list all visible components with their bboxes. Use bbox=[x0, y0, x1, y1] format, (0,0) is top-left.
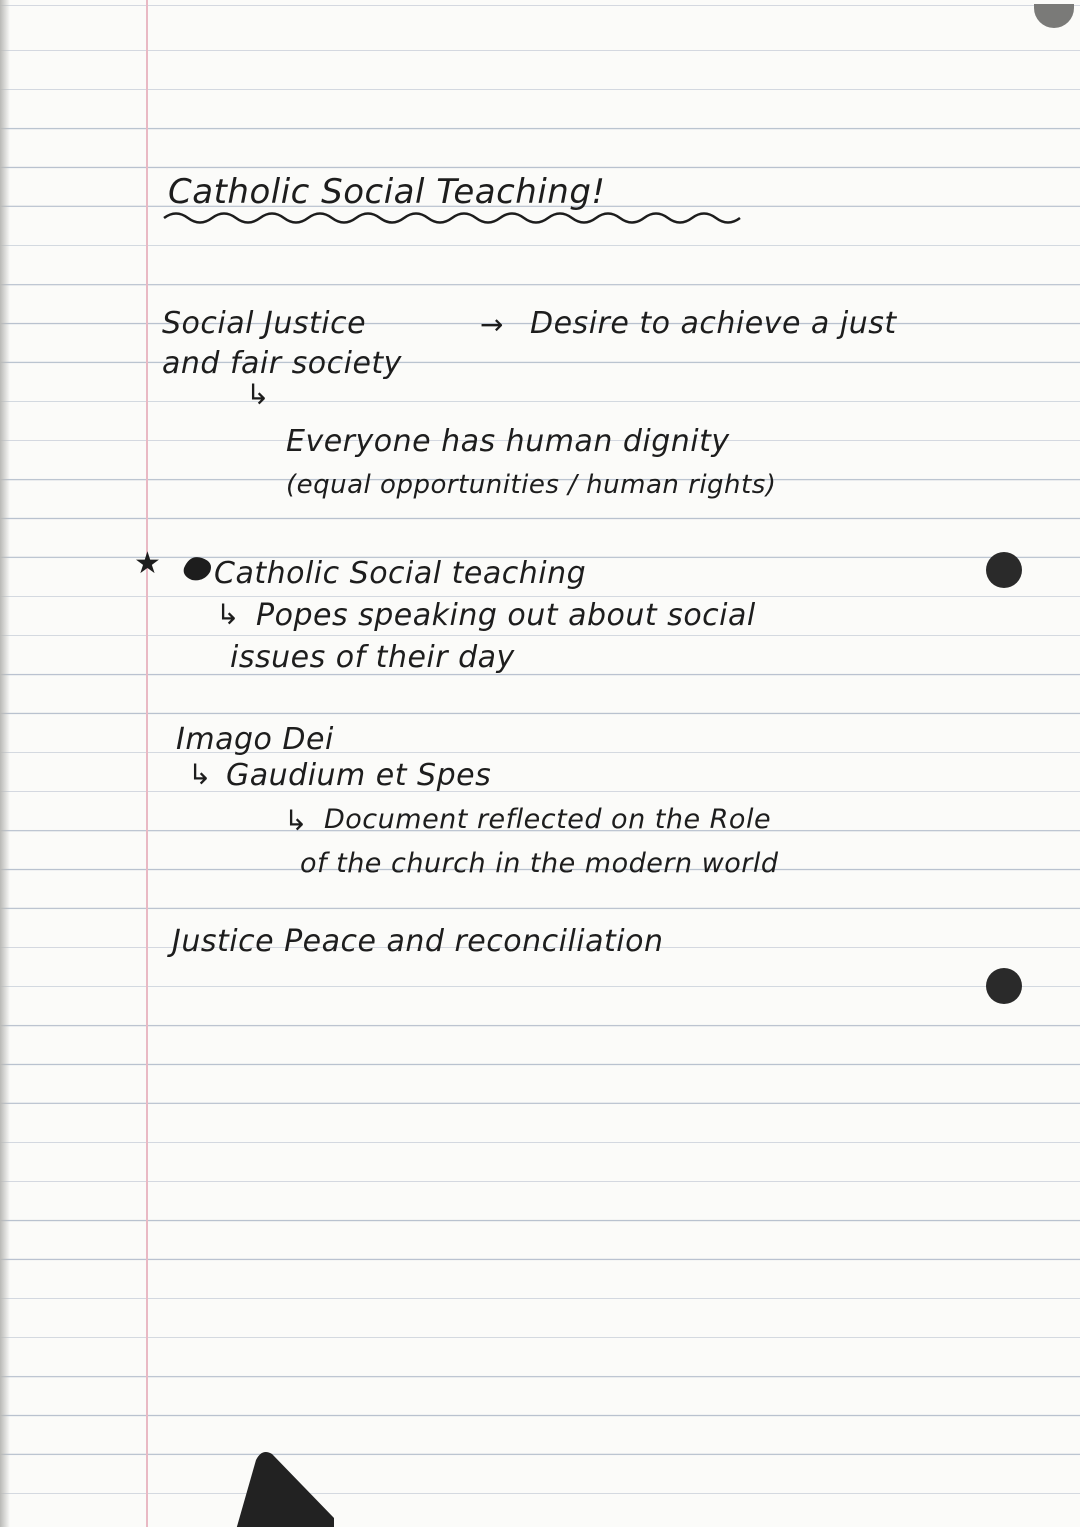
scribble-bullet-icon bbox=[180, 552, 216, 584]
page-edge-shadow bbox=[0, 0, 10, 1527]
arrow-icon: → bbox=[480, 308, 504, 341]
cst-line2: issues of their day bbox=[230, 640, 515, 675]
page-title: Catholic Social Teaching! bbox=[168, 172, 606, 212]
bottom-dark-shape bbox=[226, 1440, 336, 1527]
corner-mark bbox=[1034, 4, 1074, 28]
sub-arrow-icon: ↳ bbox=[246, 378, 270, 411]
social-justice-definition-line2: and fair society bbox=[162, 346, 402, 381]
justice-peace-line: Justice Peace and reconciliation bbox=[172, 924, 664, 959]
document-line1: Document reflected on the Role bbox=[324, 804, 772, 835]
human-dignity-line: Everyone has human dignity bbox=[286, 424, 730, 459]
gaudium-et-spes: Gaudium et Spes bbox=[226, 758, 492, 793]
document-arrow-icon: ↳ bbox=[284, 804, 308, 837]
cst-heading: Catholic Social teaching bbox=[214, 556, 587, 591]
title-underline-squiggle bbox=[160, 206, 760, 230]
social-justice-term: Social Justice bbox=[162, 306, 367, 341]
star-icon: ★ bbox=[134, 546, 162, 581]
cst-arrow-icon: ↳ bbox=[216, 598, 240, 631]
imago-dei-heading: Imago Dei bbox=[176, 722, 334, 757]
imago-arrow-icon: ↳ bbox=[188, 758, 212, 791]
margin-line bbox=[146, 0, 148, 1527]
punch-hole-top bbox=[986, 552, 1022, 588]
equal-opportunities-line: (equal opportunities / human rights) bbox=[286, 470, 777, 500]
social-justice-definition-line1: Desire to achieve a just bbox=[530, 306, 897, 341]
document-line2: of the church in the modern world bbox=[300, 848, 779, 879]
punch-hole-bottom bbox=[986, 968, 1022, 1004]
cst-line1: Popes speaking out about social bbox=[256, 598, 756, 633]
